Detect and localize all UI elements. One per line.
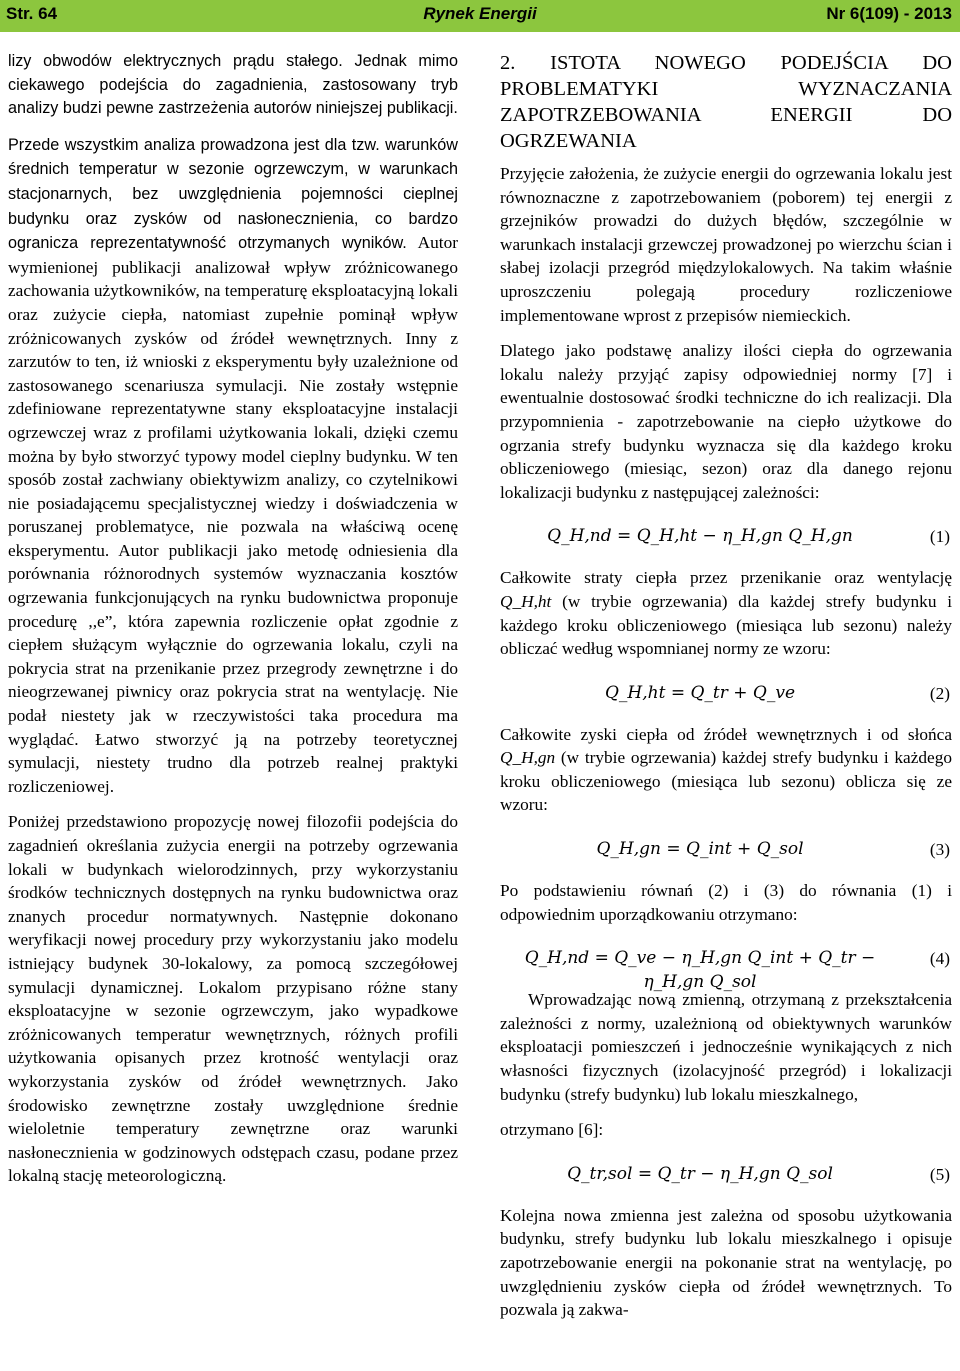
equation-4 (500, 938, 952, 992)
paragraph: Wprowadzając nową zmienną, otrzymaną z przekształcenia zależności z normy, uzależnioną od obiektywnych warunków eksploatacji pomieszczeń i jednocześnie wynikających z nich własności fizycznych (izolacyjność przegród) i lokalizacji budynku (strefy budynku) lub lokalu mieszkalnego, (500, 990, 952, 1104)
journal-title: Rynek Energii (423, 4, 537, 23)
page-number: Str. 64 (6, 4, 58, 23)
equation-3 (500, 829, 952, 869)
equation-formula: Q_H,nd = Q_H,ht − η_H,gn Q_H,gn (547, 526, 853, 547)
equation-number: (1) (929, 527, 950, 547)
equation-number: (3) (929, 840, 950, 860)
inline-symbol: Q_H,ht (500, 591, 552, 611)
equation-number: (2) (929, 683, 950, 703)
left-column (8, 50, 458, 1200)
paragraph-text: Autor wymienionej publikacji analizował wpływ zróżnicowanego zachowania użytkowników, na temperaturę eksploatacyjną lokali oraz zużycie ciepła, natomiast zupełnie pominął wpływ zróżnicowanych zysków od źródeł wewnętrznych. Inny z zarzutów to ten, iż wnioski z eksperymentu były uzależnione od zastosowanego scenariusza symulacji. Nie zostały wstępnie zdefiniowane reprezentatywne stany eksploatacyjne instalacji ogrzewczej wraz z profilami użytkowania lokali, dzięki czemu można by było stworzyć typowy model cieplny budynku. W ten sposób został zachwiany obiektywizm analizy, co czytelnikowi nie posiadającemu specjalistycznej wiedzy i doświadczenia w poruszanej problematyce, nie pozwala na właściwą ocenę eksperymentu. Autor publikacji jako metodę odniesienia dla porównania różnorodnych systemów wyznaczania kosztów ogrzewania funkcjonujących na rynku budownictwa proponuje procedurę ,,e”, która zapewnia rozliczenie opłat zgodnie z ciepłem służącym wyłącznie do ogrzewania lokalu, czyli na pokrycia strat na przenikanie przez przegrody zewnętrzne i do nieogrzewanej piwnicy oraz pokrycia strat na wentylację. Nie podał niestety jak w rzeczywistości taka procedura ma wyglądać. Łatwo stworzyć ją na potrzeby teoretycznej symulacji, niestety trudno dla potrzeb realnej praktyki rozliczeniowej. (8, 233, 458, 796)
paragraph: otrzymano [6]: (500, 1120, 604, 1140)
equation-number: (5) (929, 1164, 950, 1184)
right-column (500, 50, 952, 1334)
page-header (0, 0, 960, 32)
paragraph (500, 723, 952, 817)
inline-symbol: Q_H,gn (500, 748, 556, 768)
paragraph: Przyjęcie założenia, że zużycie energii do ogrzewania lokalu jest równoznaczne z zapotrzebowaniem (poborem) tej energii z grzejników prowadzi do dużych błędów, szczególnie w warunkach instalacji grzewczej prowadzonej po wierzchu ścian i słabej izolacji przegród międzylokalowych. Na takim właśnie uproszczeniu polegają procedury rozliczeniowe implementowane wprost z przepisów niemieckich. (500, 164, 952, 325)
paragraph-text: Przede wszystkim analiza prowadzona jest dla tzw. warunków średnich temperatur w sezonie ogrzewczym, w warunkach stacjonarnych, bez uwzględnienia pojemności cieplnej budynku oraz zysków od nasłonecznienia, co bardzo ogranicza reprezentatywność otrzymanych wyników. (8, 135, 458, 253)
equation-5 (500, 1154, 952, 1194)
equation-2 (500, 673, 952, 713)
paragraph-text: (w trybie ogrzewania) każdej strefy budynku i każdego kroku obliczeniowego (miesiąca lub sezonu) oblicza się ze wzoru: (500, 748, 952, 815)
equation-formula: Q_H,ht = Q_tr + Q_ve (604, 682, 796, 703)
equation-1 (500, 516, 952, 556)
equation-formula: Q_H,gn = Q_int + Q_sol (596, 839, 804, 860)
paragraph: Dlatego jako podstawę analizy ilości ciepła do ogrzewania lokalu należy przyjąć zapisy odpowiedniej normy [7] i ewentualnie dostosować środki techniczne do ich realizacji. Dla przypomnienia - zapotrzebowanie na ciepło użytkowe do ogrzania strefy budynku wyznacza się dla każdego kroku obliczeniowego (miesiąc, sezon) oraz dla danego rejonu lokalizacji budynku z następującej zależności: (500, 341, 952, 502)
equation-formula: Q_tr,sol = Q_tr − η_H,gn Q_sol (567, 1163, 833, 1184)
issue-number: Nr 6(109) - 2013 (826, 4, 952, 23)
paragraph (8, 133, 458, 799)
paragraph (500, 566, 952, 660)
section-heading: 2. ISTOTA NOWEGO PODEJŚCIA DO PROBLEMATYKI WYZNACZANIA ZAPOTRZEBOWANIA ENERGII DO OGRZEWANIA (500, 52, 952, 152)
paragraph-text: (w trybie ogrzewania) dla każdej strefy budynku i każdego kroku obliczeniowego (miesiąca lub sezonu) należy obliczać według wspomnianej normy ze wzoru: (500, 591, 952, 659)
equation-number: (4) (929, 949, 950, 969)
paragraph-text: Całkowite zyski ciepła od źródeł wewnętrznych i od słońca (500, 724, 952, 744)
paragraph: Kolejna nowa zmienna jest zależna od sposobu użytkowania budynku, strefy budynku lub lokalu mieszkalnego i opisuje zapotrzebowanie energii na pokonanie strat na wentylację, po uwzględnieniu zysków ciepła od źródeł wewnętrznych. To pozwala ją zakwa- (500, 1205, 952, 1320)
paragraph: Poniżej przedstawiono propozycję nowej filozofii podejścia do zagadnień określania zużycia energii na potrzeby ogrzewania lokali w budynkach wielorodzinnych, przy wykorzystaniu środków technicznych dostępnych na rynku budownictwa oraz znanych procedur normatywnych. Następnie dokonano weryfikacji nowej procedury przy wykorzystaniu jako modelu istniejący budynek 30-lokalowy, za pomocą szczegółowej symulacji dynamicznej. Lokalom przypisano różne stany eksploatacyjne w sezonie ogrzewczym, jako wypadkowe zróżnicowanych temperatur wewnętrznych, różnych profili użytkowania opisanych przez krotność wentylacji oraz wykorzystania zysków od źródeł wewnętrznych. Jako środowisko zewnętrzne zostały uwzględnione średnie wieloletnie temperatury zewnętrzne oraz warunki nasłonecznienia w godzinowych odstępach czasu, podane przez lokalną stację meteorologiczną. (8, 812, 458, 1186)
equation-formula: Q_H,nd = Q_ve − η_H,gn Q_int + Q_tr − η_H,gn Q_sol (524, 948, 876, 992)
paragraph: lizy obwodów elektrycznych prądu stałego. Jednak mimo ciekawego podejścia do zagadnienia, zastosowany tryb analizy budzi pewne zastrzeżenia autorów niniejszej publikacji. (8, 52, 458, 118)
paragraph-text: Całkowite straty ciepła przez przenikanie oraz wentylację (500, 568, 952, 588)
paragraph: Po podstawieniu równań (2) i (3) do równania (1) i odpowiednim uporządkowaniu otrzymano: (500, 881, 952, 924)
